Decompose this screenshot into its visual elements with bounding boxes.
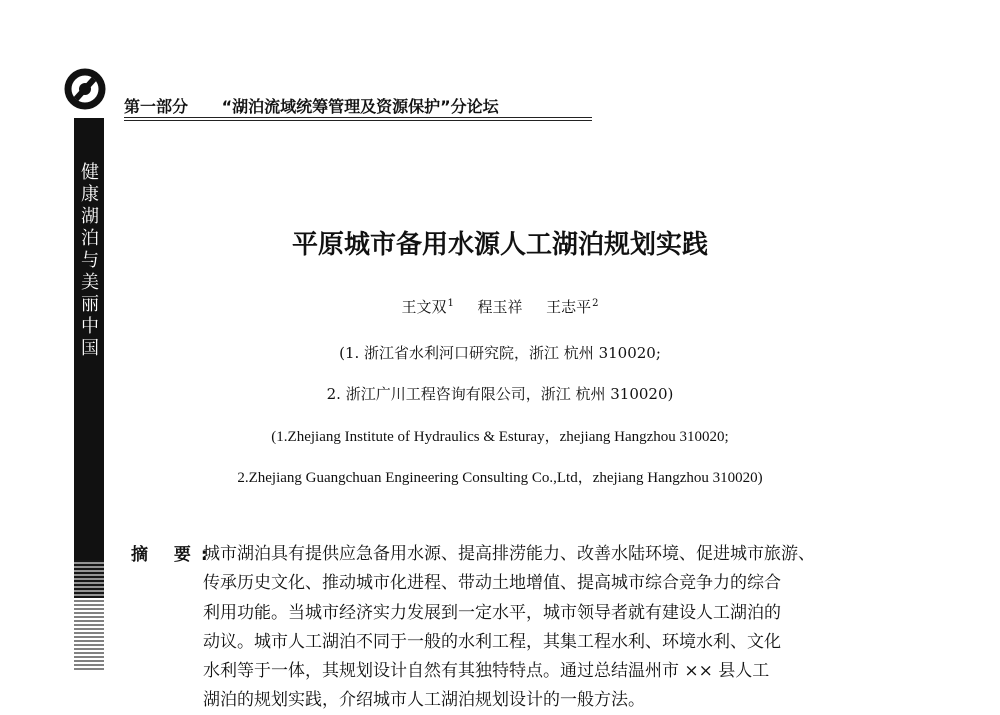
abstract-line: 利用功能。当城市经济实力发展到一定水平，城市领导者就有建设人工湖泊的	[203, 602, 781, 623]
sidebar-char: 美	[81, 272, 99, 293]
abstract-line: 水利等于一体，其规划设计自然有其独特特点。通过总结温州市 ×× 县人工	[203, 661, 770, 682]
running-header	[124, 94, 499, 117]
affiliation-line: (1. 浙江省水利河口研究院，浙江 杭州 310020;	[339, 344, 661, 362]
affiliation-line-en: 2.Zhejiang Guangchuan Engineering Consulting Co.,Ltd，zhejiang Hangzhou 310020)	[237, 470, 763, 486]
header-part: 第一部分	[124, 97, 189, 116]
abstract-line: 动议。城市人工湖泊不同于一般的水利工程，其集工程水利、环境水利、文化	[203, 631, 781, 652]
sidebar-char: 与	[81, 250, 99, 271]
author-name: 程玉祥	[477, 298, 523, 316]
sidebar-char: 国	[81, 338, 99, 359]
header-rule	[124, 120, 592, 121]
header-rule	[124, 117, 592, 118]
sidebar-char: 康	[81, 184, 99, 205]
abstract-body	[203, 540, 903, 711]
paper-title: 平原城市备用水源人工湖泊规划实践	[291, 230, 708, 260]
abstract-line: 传承历史文化、推动城市化进程、带动土地增值、提高城市综合竞争力的综合	[203, 573, 781, 594]
sidebar-vertical-title	[79, 162, 101, 360]
author-name: 王志平	[546, 298, 592, 316]
abstract-label: 摘 要:	[131, 545, 218, 565]
abstract-line-partial: 湖泊的规划实践，介绍城市人工湖泊规划设计的一般方法。	[203, 690, 645, 711]
abstract-line: 城市湖泊具有提供应急备用水源、提高排涝能力、改善水陆环境、促进城市旅游、	[203, 544, 815, 564]
affiliation-line: 2. 浙江广川工程咨询有限公司，浙江 杭州 310020)	[326, 385, 674, 403]
affiliation-line-en: (1.Zhejiang Institute of Hydraulics & Esturay，zhejiang Hangzhou 310020;	[271, 429, 729, 445]
author-affil-mark: 2	[592, 298, 599, 309]
author-name: 王文双	[401, 298, 447, 316]
sidebar-char: 泊	[81, 228, 99, 249]
sidebar-char: 中	[81, 316, 99, 337]
sidebar-char: 丽	[81, 294, 99, 315]
section-logo-icon	[62, 66, 108, 112]
sidebar-char: 健	[81, 162, 99, 183]
header-forum: “湖泊流域统筹管理及资源保护”分论坛	[221, 97, 499, 116]
author-affil-mark: 1	[447, 298, 454, 309]
sidebar-char: 湖	[81, 206, 99, 227]
authors-line	[0, 296, 1000, 317]
sidebar-fade	[74, 560, 104, 670]
